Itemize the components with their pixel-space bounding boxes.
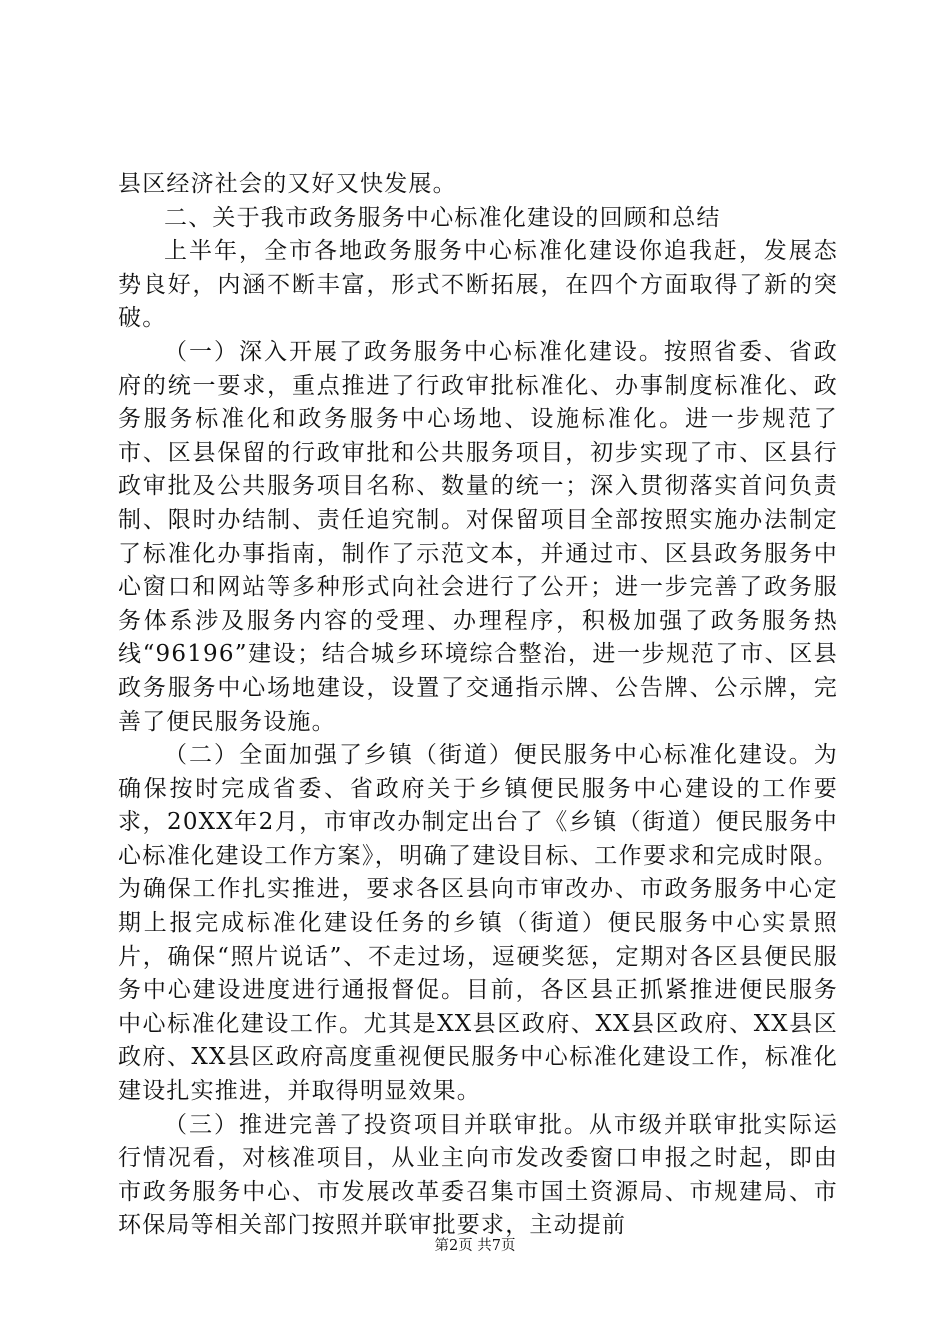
paragraph-item-2: （二）全面加强了乡镇（街道）便民服务中心标准化建设。为确保按时完成省委、省政府关于乡镇便民服务中心建设的工作要求，20XX年2月，市审改办制定出台了《乡镇（街道）便民服务中心标准化建设工作方案》，明确了建设目标、工作要求和完成时限。为确保工作扎实推进，要求各区县向市审改办、市政务服务中心定期上报完成标准化建设任务的乡镇（街道）便民服务中心实景照片，确保“照片说话”、不走过场，逗硬奖惩，定期对各区县便民服务中心建设进度进行通报督促。目前，各区县正抓紧推进便民服务中心标准化建设工作。尤其是XX县区政府、XX县区政府、XX县区政府、XX县区政府高度重视便民服务中心标准化建设工作，标准化建设扎实推进，并取得明显效果。 [118,742,838,1105]
paragraph-summary: 上半年，全市各地政务服务中心标准化建设你追我赶，发展态势良好，内涵不断丰富，形式不断拓展，在四个方面取得了新的突破。 [118,238,838,332]
document-body [118,168,838,1243]
section-heading: 二、关于我市政务服务中心标准化建设的回顾和总结 [164,204,721,231]
paragraph-continuation: 县区经济社会的又好又快发展。 [118,171,457,197]
page-number-footer: 第2页 共7页 [434,1238,516,1254]
paragraph-item-3: （三）推进完善了投资项目并联审批。从市级并联审批实际运行情况看，对核准项目，从业主向市发改委窗口申报之时起，即由市政务服务中心、市发展改革委召集市国土资源局、市规建局、市环保局等相关部门按照并联审批要求，主动提前 [118,1111,838,1239]
paragraph-item-1: （一）深入开展了政务服务中心标准化建设。按照省委、省政府的统一要求，重点推进了行政审批标准化、办事制度标准化、政务服务标准化和政务服务中心场地、设施标准化。进一步规范了市、区县保留的行政审批和公共服务项目，初步实现了市、区县行政审批及公共服务项目名称、数量的统一；深入贯彻落实首问负责制、限时办结制、责任追究制。对保留项目全部按照实施办法制定了标准化办事指南，制作了示范文本，并通过市、区县政务服务中心窗口和网站等多种形式向社会进行了公开；进一步完善了政务服务体系涉及服务内容的受理、办理程序，积极加强了政务服务热线“96196”建设；结合城乡环境综合整治，进一步规范了市、区县政务服务中心场地建设，设置了交通指示牌、公告牌、公示牌，完善了便民服务设施。 [118,338,838,735]
